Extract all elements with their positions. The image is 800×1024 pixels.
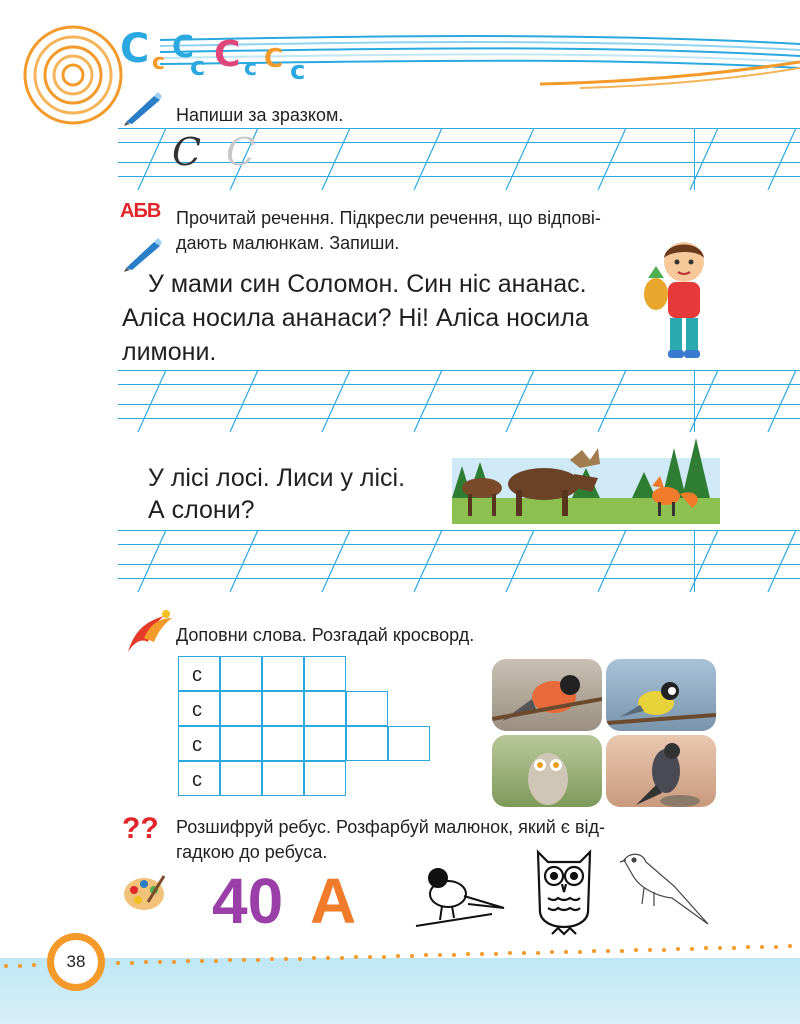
footer-dot — [410, 954, 414, 958]
crossword-letter: с — [192, 699, 202, 721]
crossword-cell[interactable] — [178, 761, 220, 796]
footer-dot — [396, 954, 400, 958]
falcon-photo — [606, 735, 716, 807]
task2-instruction-line1: Прочитай речення. Підкресли речення, що відпові- — [176, 208, 601, 228]
footer-dot — [452, 953, 456, 957]
footer-dot — [130, 961, 134, 965]
footer-band — [0, 958, 800, 1024]
footer-dot — [634, 948, 638, 952]
footer-dot — [186, 959, 190, 963]
footer-dot — [228, 958, 232, 962]
footer-dot — [284, 957, 288, 961]
question-marks-text: ?? — [122, 812, 159, 845]
footer-dot — [564, 950, 568, 954]
footer-dot — [312, 956, 316, 960]
footer-dot — [4, 964, 8, 968]
crossword-cell[interactable] — [262, 761, 304, 796]
reading-text-line1: У мами син Соломон. Син ніс ананас. — [148, 270, 587, 298]
falcon-outline-drawing[interactable] — [614, 846, 712, 930]
owl-outline-drawing[interactable] — [528, 842, 600, 942]
crossword-cell[interactable] — [262, 691, 304, 726]
abc-book-icon — [120, 200, 174, 228]
footer-dot — [158, 960, 162, 964]
footer-dot — [704, 946, 708, 950]
cursive-trace: C — [226, 130, 256, 174]
owl-photo — [492, 735, 602, 807]
rebus-number: 40 — [212, 865, 284, 937]
footer-dot — [732, 946, 736, 950]
crossword-cell[interactable] — [220, 656, 262, 691]
footer-dot — [676, 947, 680, 951]
crossword-cell[interactable] — [262, 656, 304, 691]
footer-dot — [32, 963, 36, 967]
writing-lines-1 — [118, 128, 800, 190]
great-tit-photo — [606, 659, 716, 731]
footer-dot — [340, 956, 344, 960]
abc-letters: АБВ — [120, 200, 161, 222]
footer-dot — [200, 959, 204, 963]
task1-instruction: Напиши за зразком. — [176, 105, 344, 125]
crossword-cell[interactable] — [262, 726, 304, 761]
crossword-cell[interactable] — [178, 726, 220, 761]
header-letter: C — [120, 26, 150, 72]
reading-text-line3: лимони. — [122, 338, 217, 366]
phoenix-icon — [124, 608, 174, 654]
forest-text-line2: А слони? — [148, 496, 255, 524]
footer-dot — [214, 959, 218, 963]
task5-instruction-line1: Розшифруй ребус. Розфарбуй малюнок, який є від- — [176, 817, 606, 837]
footer-dot — [550, 950, 554, 954]
cursive-sample: C — [172, 130, 202, 174]
footer-dot — [298, 957, 302, 961]
header-letter: C — [172, 30, 195, 65]
forest-moose-fox-illustration — [452, 438, 720, 524]
footer-dot — [578, 950, 582, 954]
footer-dot — [172, 960, 176, 964]
crossword-cell[interactable] — [346, 726, 388, 761]
footer-dot — [536, 951, 540, 955]
crossword-letter: с — [192, 769, 202, 791]
footer-dot — [270, 957, 274, 961]
crossword-cell[interactable] — [304, 691, 346, 726]
task4-instruction: Доповни слова. Розгадай кросворд. — [176, 625, 475, 645]
footer-dot — [480, 952, 484, 956]
tit-outline-drawing[interactable] — [412, 856, 508, 932]
footer-dot — [382, 955, 386, 959]
writing-lines-3 — [118, 530, 800, 592]
crossword-cell[interactable] — [178, 656, 220, 691]
crossword-cell[interactable] — [388, 726, 430, 761]
header-letter: C — [264, 44, 284, 74]
pen-icon — [120, 236, 164, 272]
header-letter: c — [290, 56, 306, 86]
palette-icon — [122, 872, 166, 912]
boy-with-pineapple-illustration — [638, 236, 714, 362]
crossword-cell[interactable] — [304, 656, 346, 691]
page-number: 38 — [54, 940, 98, 984]
footer-dot — [116, 961, 120, 965]
footer-dot — [746, 945, 750, 949]
footer-dot — [606, 949, 610, 953]
footer-dot — [242, 958, 246, 962]
footer-dot — [522, 951, 526, 955]
crossword-letter: с — [192, 664, 202, 686]
bullfinch-photo — [492, 659, 602, 731]
task5-instruction-line2: гадкою до ребуса. — [176, 842, 328, 862]
footer-dot — [592, 949, 596, 953]
writing-lines-2 — [118, 370, 800, 432]
footer-dot — [774, 945, 778, 949]
crossword-cell[interactable] — [304, 726, 346, 761]
header-letter: c — [190, 52, 206, 82]
footer-dot — [620, 949, 624, 953]
task2-instruction-line2: дають малюнкам. Запиши. — [176, 233, 400, 253]
footer-dot — [508, 951, 512, 955]
forest-text-line1: У лісі лосі. Лиси у лісі. — [148, 464, 406, 492]
footer-dot — [662, 948, 666, 952]
footer-dot — [18, 964, 22, 968]
rebus-letter: А — [310, 865, 357, 937]
pen-icon — [120, 90, 164, 126]
footer-dot — [144, 960, 148, 964]
header-letter: c — [152, 50, 166, 75]
footer-dot — [494, 952, 498, 956]
footer-dot — [466, 952, 470, 956]
header-letter: C — [214, 34, 241, 75]
footer-dot — [368, 955, 372, 959]
reading-text-line2: Аліса носила ананаси? Ні! Аліса носила — [122, 304, 589, 332]
footer-dot — [424, 953, 428, 957]
footer-dot — [326, 956, 330, 960]
footer-dot — [718, 946, 722, 950]
footer-dot — [648, 948, 652, 952]
crossword-cell[interactable] — [220, 761, 262, 796]
footer-dot — [438, 953, 442, 957]
footer-dot — [788, 944, 792, 948]
crossword-cell[interactable] — [346, 691, 388, 726]
crossword-cell[interactable] — [304, 761, 346, 796]
swirl-decoration — [18, 20, 128, 130]
footer-dot — [256, 958, 260, 962]
crossword-cell[interactable] — [178, 691, 220, 726]
crossword-cell[interactable] — [220, 726, 262, 761]
crossword-cell[interactable] — [220, 691, 262, 726]
question-marks-icon — [122, 814, 159, 844]
footer-dot — [354, 955, 358, 959]
header-letter: c — [244, 56, 258, 81]
footer-dot — [690, 947, 694, 951]
footer-dot — [760, 945, 764, 949]
crossword-letter: с — [192, 734, 202, 756]
